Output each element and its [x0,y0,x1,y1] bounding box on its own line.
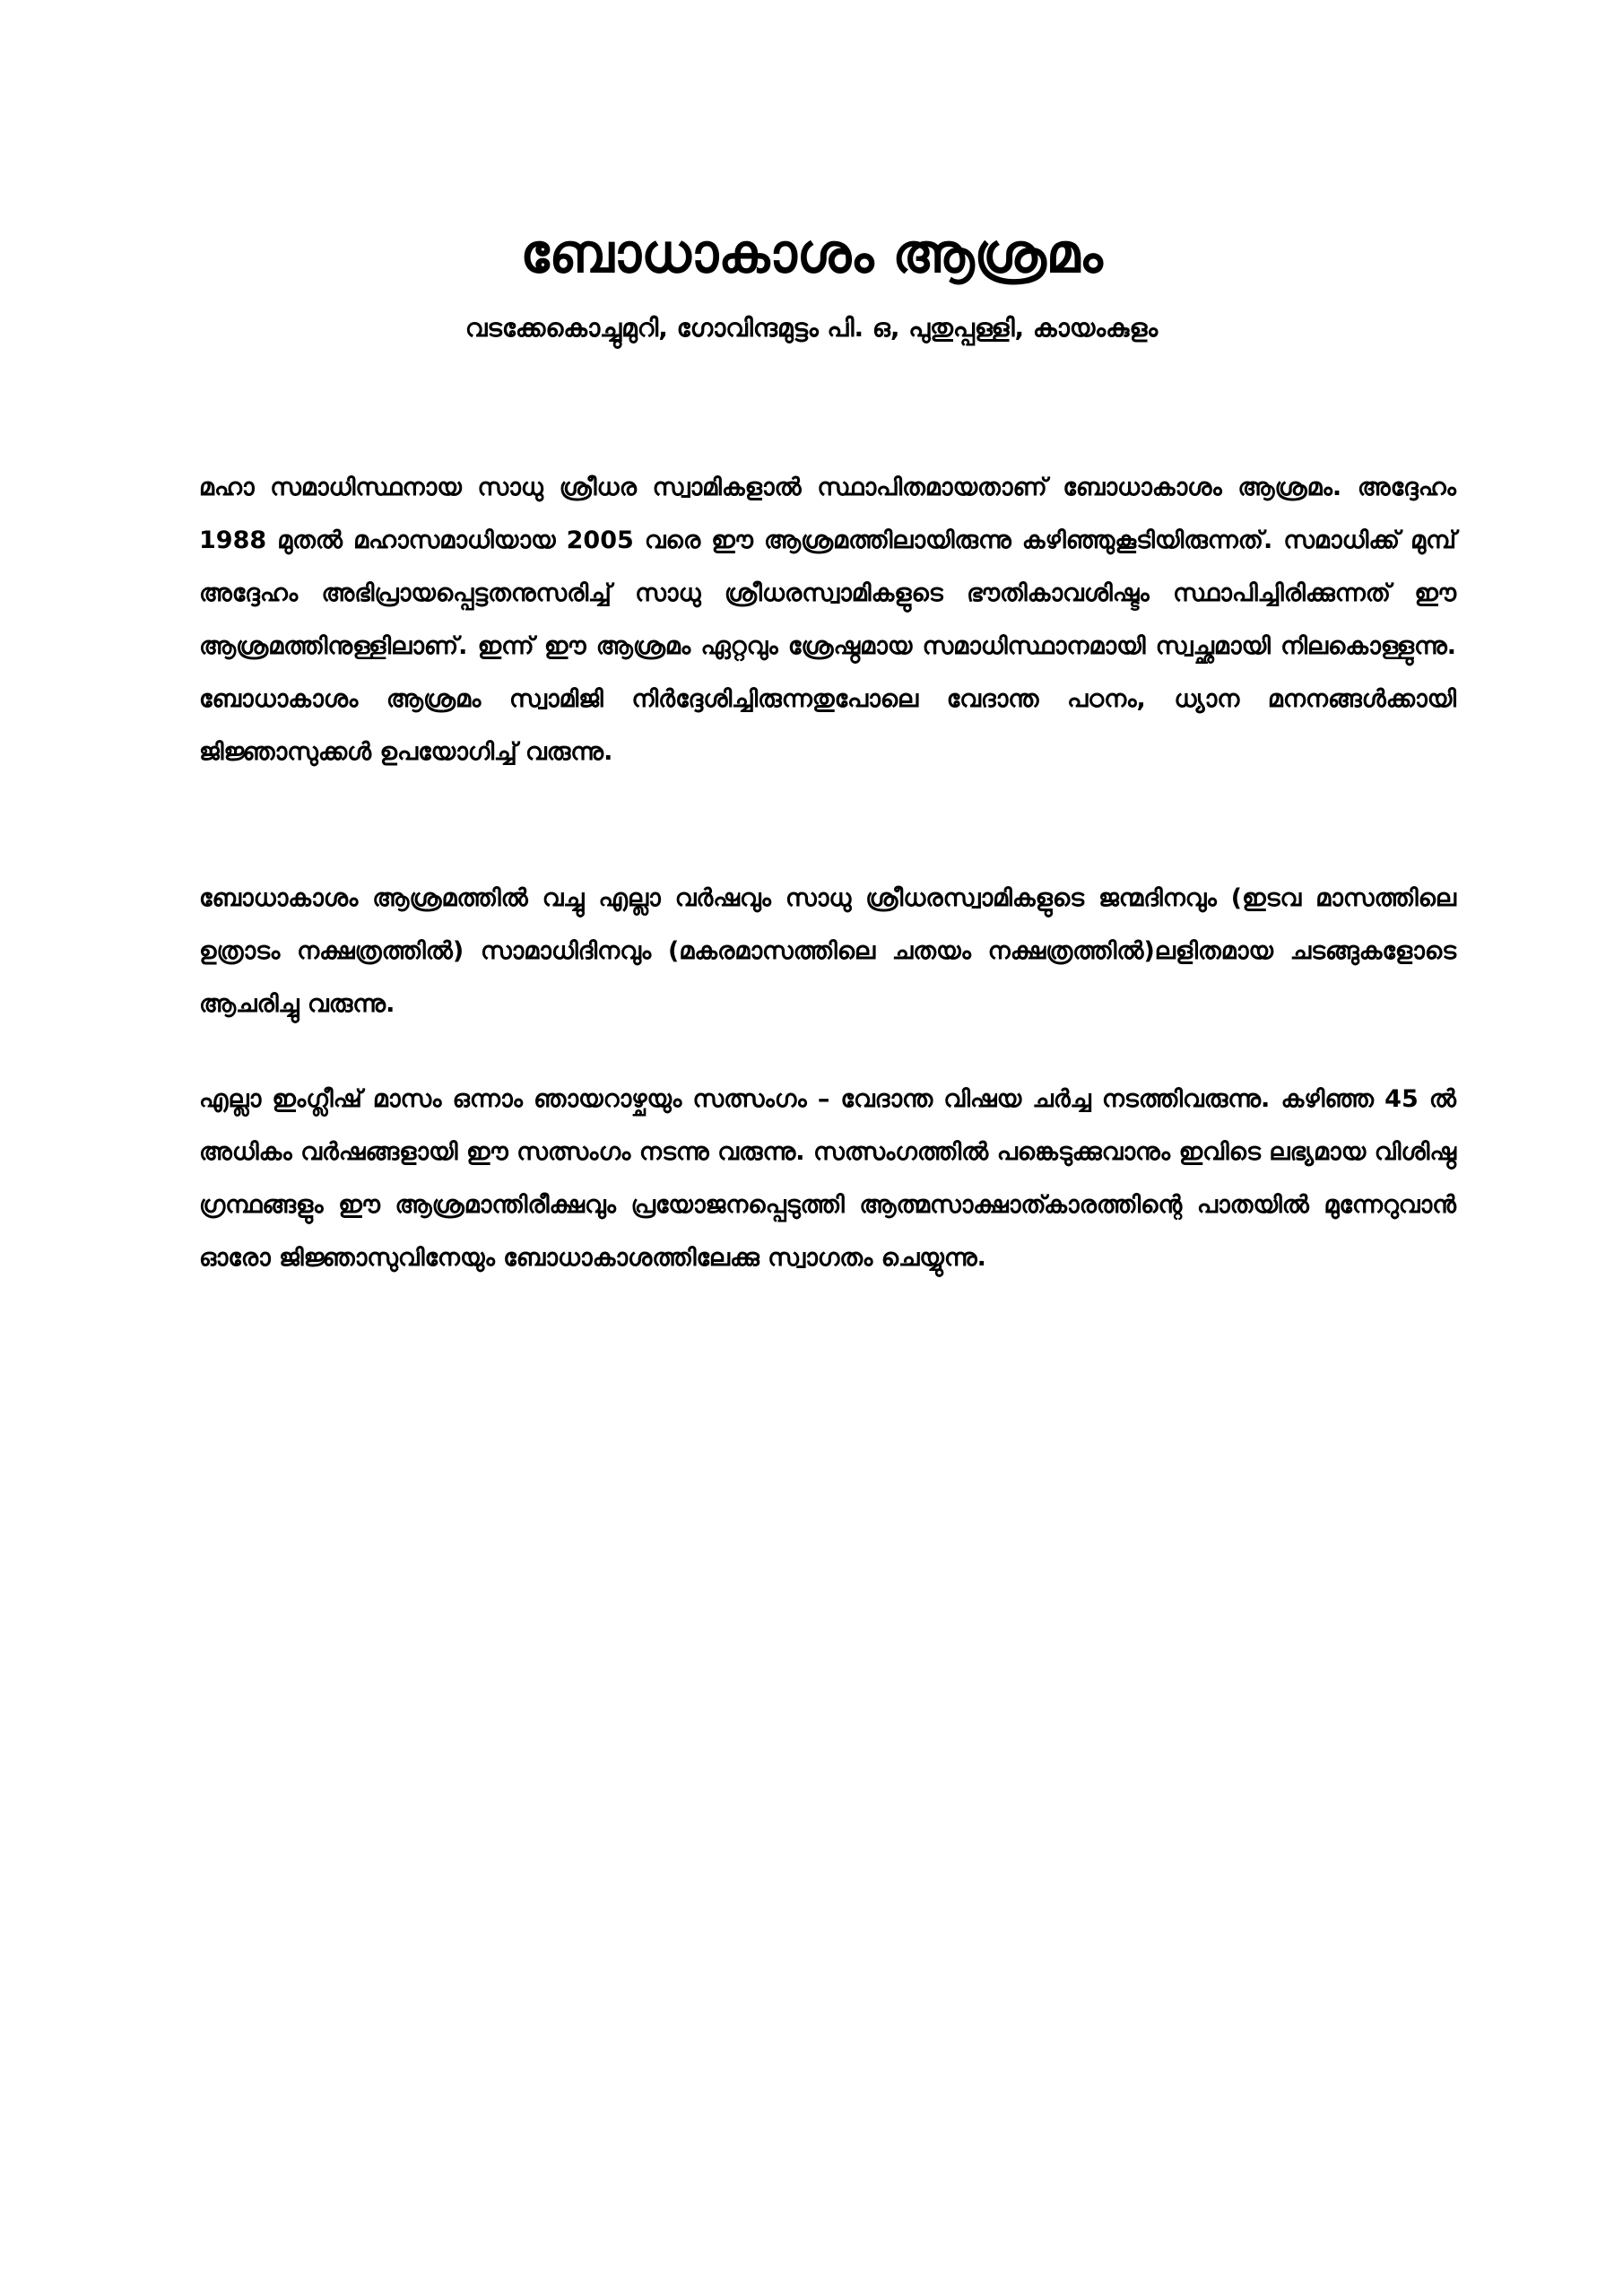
document-subtitle: വടക്കേകൊച്ചുമുറി, ഗോവിന്ദമുട്ടം പി. ഒ, പുതുപ്പള്ളി, കായംകുളം [464,313,1159,343]
paragraph-satsang: എല്ലാ ഇംഗ്ലീഷ് മാസം ഒന്നാം ഞായറാഴ്ചയും സത്സംഗം – വേദാന്ത വിഷയ ചർച്ച നടത്തിവരുന്നു. കഴിഞ്ഞ 45 ൽ അധികം വർഷങ്ങളായി ഈ സത്സംഗം നടന്നു വരുന്നു. സത്സംഗത്തിൽ പങ്കെടുക്കുവാനും ഇവിടെ ലഭ്യമായ വിശിഷ്ഠ ഗ്രന്ഥങ്ങളും ഈ ആശ്രമാന്തിരീക്ഷവും പ്രയോജനപ്പെടുത്തി ആത്മസാക്ഷാത്കാരത്തിന്റെ പാതയിൽ മുന്നേറുവാൻ ഓരോ ജിജ്ഞാസുവിനേയും ബോധാകാശത്തിലേക്കു സ്വാഗതം ചെയ്യുന്നു. [199,1085,1456,1272]
document-title: ബോധാകാശം ആശ്രമം [520,222,1103,285]
paragraph-history: മഹാ സമാധിസ്ഥനായ സാധു ശ്രീധര സ്വാമികളാൽ സ്ഥാപിതമായതാണ് ബോധാകാശം ആശ്രമം. അദ്ദേഹം 1988 മുതൽ മഹാസമാധിയായ 2005 വരെ ഈ ആശ്രമത്തിലായിരുന്നു കഴിഞ്ഞുകൂടിയിരുന്നത്. സമാധിക്ക് മുമ്പ് അദ്ദേഹം അഭിപ്രായപ്പെട്ടതനുസരിച്ച് സാധു ശ്രീധരസ്വാമികളുടെ ഭൗതികാവശിഷ്ടം സ്ഥാപിച്ചിരിക്കുന്നത് ഈ ആശ്രമത്തിനുള്ളിലാണ്. ഇന്ന് ഈ ആശ്രമം ഏറ്റവും ശ്രേഷ്ഠമായ സമാധിസ്ഥാനമായി സ്വച്ഛമായി നിലകൊള്ളുന്നു. ബോധാകാശം ആശ്രമം സ്വാമിജി നിർദ്ദേശിച്ചിരുന്നതുപോലെ വേദാന്ത പഠനം, ധ്യാന മനനങ്ങൾക്കായി ജിജ്ഞാസുക്കൾ ഉപയോഗിച്ച് വരുന്നു. [199,474,1456,766]
paragraph-observances: ബോധാകാശം ആശ്രമത്തിൽ വച്ചു എല്ലാ വർഷവും സാധു ശ്രീധരസ്വാമികളുടെ ജന്മദിനവും (ഇടവ മാസത്തിലെ ഉത്രാടം നക്ഷത്രത്തിൽ) സാമാധിദിനവും (മകരമാസത്തിലെ ചതയം നക്ഷത്രത്തിൽ)ലളിതമായ ചടങ്ങുകളോടെ ആചരിച്ചു വരുന്നു. [199,884,1456,1018]
